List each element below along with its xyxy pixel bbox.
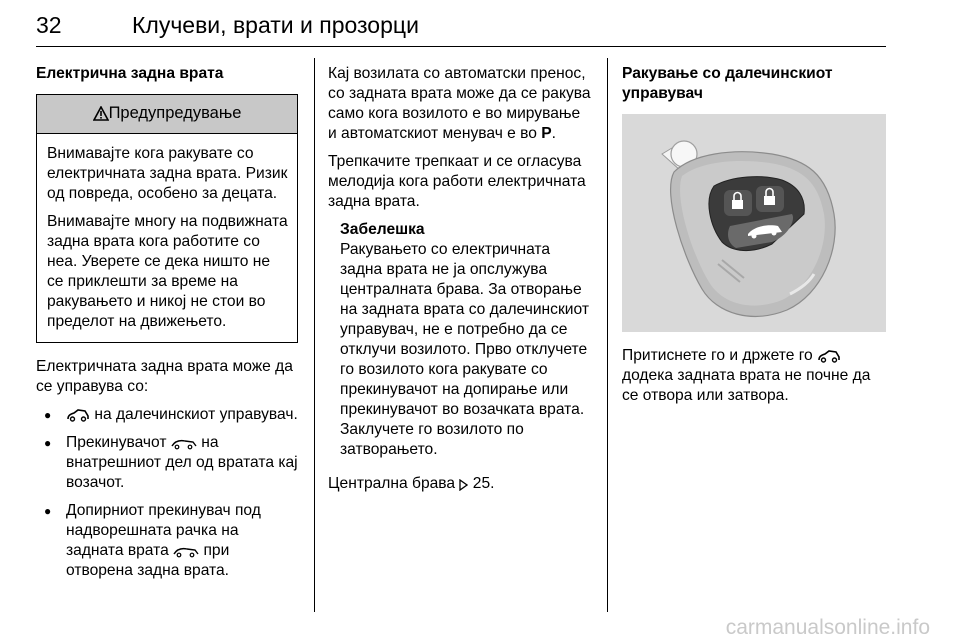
column-divider <box>607 58 608 612</box>
note-block <box>340 220 592 460</box>
control-list <box>36 405 298 581</box>
page-number: 32 <box>36 12 62 38</box>
car-remote-icon <box>817 349 841 363</box>
list-item-text: Допирниот прекинувач под надворешната рачка на задната врата <box>66 502 261 559</box>
cross-reference <box>328 474 592 494</box>
car-remote-icon <box>66 408 90 422</box>
instruction-text <box>622 346 886 406</box>
remote-key-fob-image <box>622 114 886 332</box>
column-3 <box>622 64 886 406</box>
column-divider <box>314 58 315 612</box>
section-heading: Ракување со далечинскиот управувач <box>622 65 833 102</box>
warning-icon <box>93 106 109 121</box>
instruction-text-part: додека задната врата не почне да се отвора или затвора. <box>622 367 871 404</box>
list-item-text: при отворена задна врата. <box>66 542 230 579</box>
column-2 <box>328 64 592 494</box>
reference-text: Централна брава <box>328 475 456 492</box>
list-item <box>36 433 298 493</box>
body-paragraph: Трепкачите трепкаат и се огласува мелодија кога работи електричната задна врата. <box>328 153 586 210</box>
body-paragraph <box>328 64 592 144</box>
chapter-title: Клучеви, врати и прозорци <box>132 12 419 38</box>
gear-position-label: P <box>541 125 552 142</box>
note-text: Ракувањето со електричната задна врата не ја опслужува централната брава. За отворање на задната врата со далечинскиот управувач, не е потребно да се отклучи возилото. Прво отклучете го возилото кога ракувате со прекинувачот на допирање или прекинувачот во возачката врата. Заклучете го возилото по затворањето. <box>340 241 589 458</box>
section-heading: Електрична задна врата <box>36 65 224 82</box>
note-title: Забелешка <box>340 221 425 238</box>
column-1 <box>36 64 298 589</box>
watermark: carmanualsonline.info <box>725 616 930 639</box>
warning-text: Внимавајте многу на подвижната задна врата кога работите со неа. Уверете се дека ништо не се приклешти за време на ракувањето и никој не стои во пределот на движењето. <box>47 213 288 330</box>
list-item <box>36 501 298 581</box>
reference-page[interactable]: 25. <box>472 475 495 492</box>
warning-box <box>36 94 298 343</box>
body-text: Кај возилата со автоматски пренос, со задната врата може да се ракува само кога возилото е во мирување и автоматскиот менувач е во <box>328 65 591 142</box>
intro-text: Електричната задна врата може да се управува со: <box>36 358 293 395</box>
tailgate-switch-icon <box>171 438 197 450</box>
list-item <box>36 405 298 425</box>
body-text: . <box>551 125 557 142</box>
list-item-text: Прекинувачот <box>66 434 167 451</box>
warning-header <box>37 95 297 134</box>
tailgate-switch-icon <box>173 546 199 558</box>
warning-title: Предупредување <box>108 104 242 122</box>
list-item-text: на внатрешниот дел од вратата кај возачот. <box>66 434 298 491</box>
page-header <box>36 12 886 47</box>
warning-text: Внимавајте кога ракувате со електричната задна врата. Ризик од повреда, особено за децата. <box>47 145 288 202</box>
instruction-text-part: Притиснете го и држете го <box>622 347 813 364</box>
list-item-text: на далечинскиот управувач. <box>94 406 298 423</box>
page-reference-icon <box>459 479 468 491</box>
